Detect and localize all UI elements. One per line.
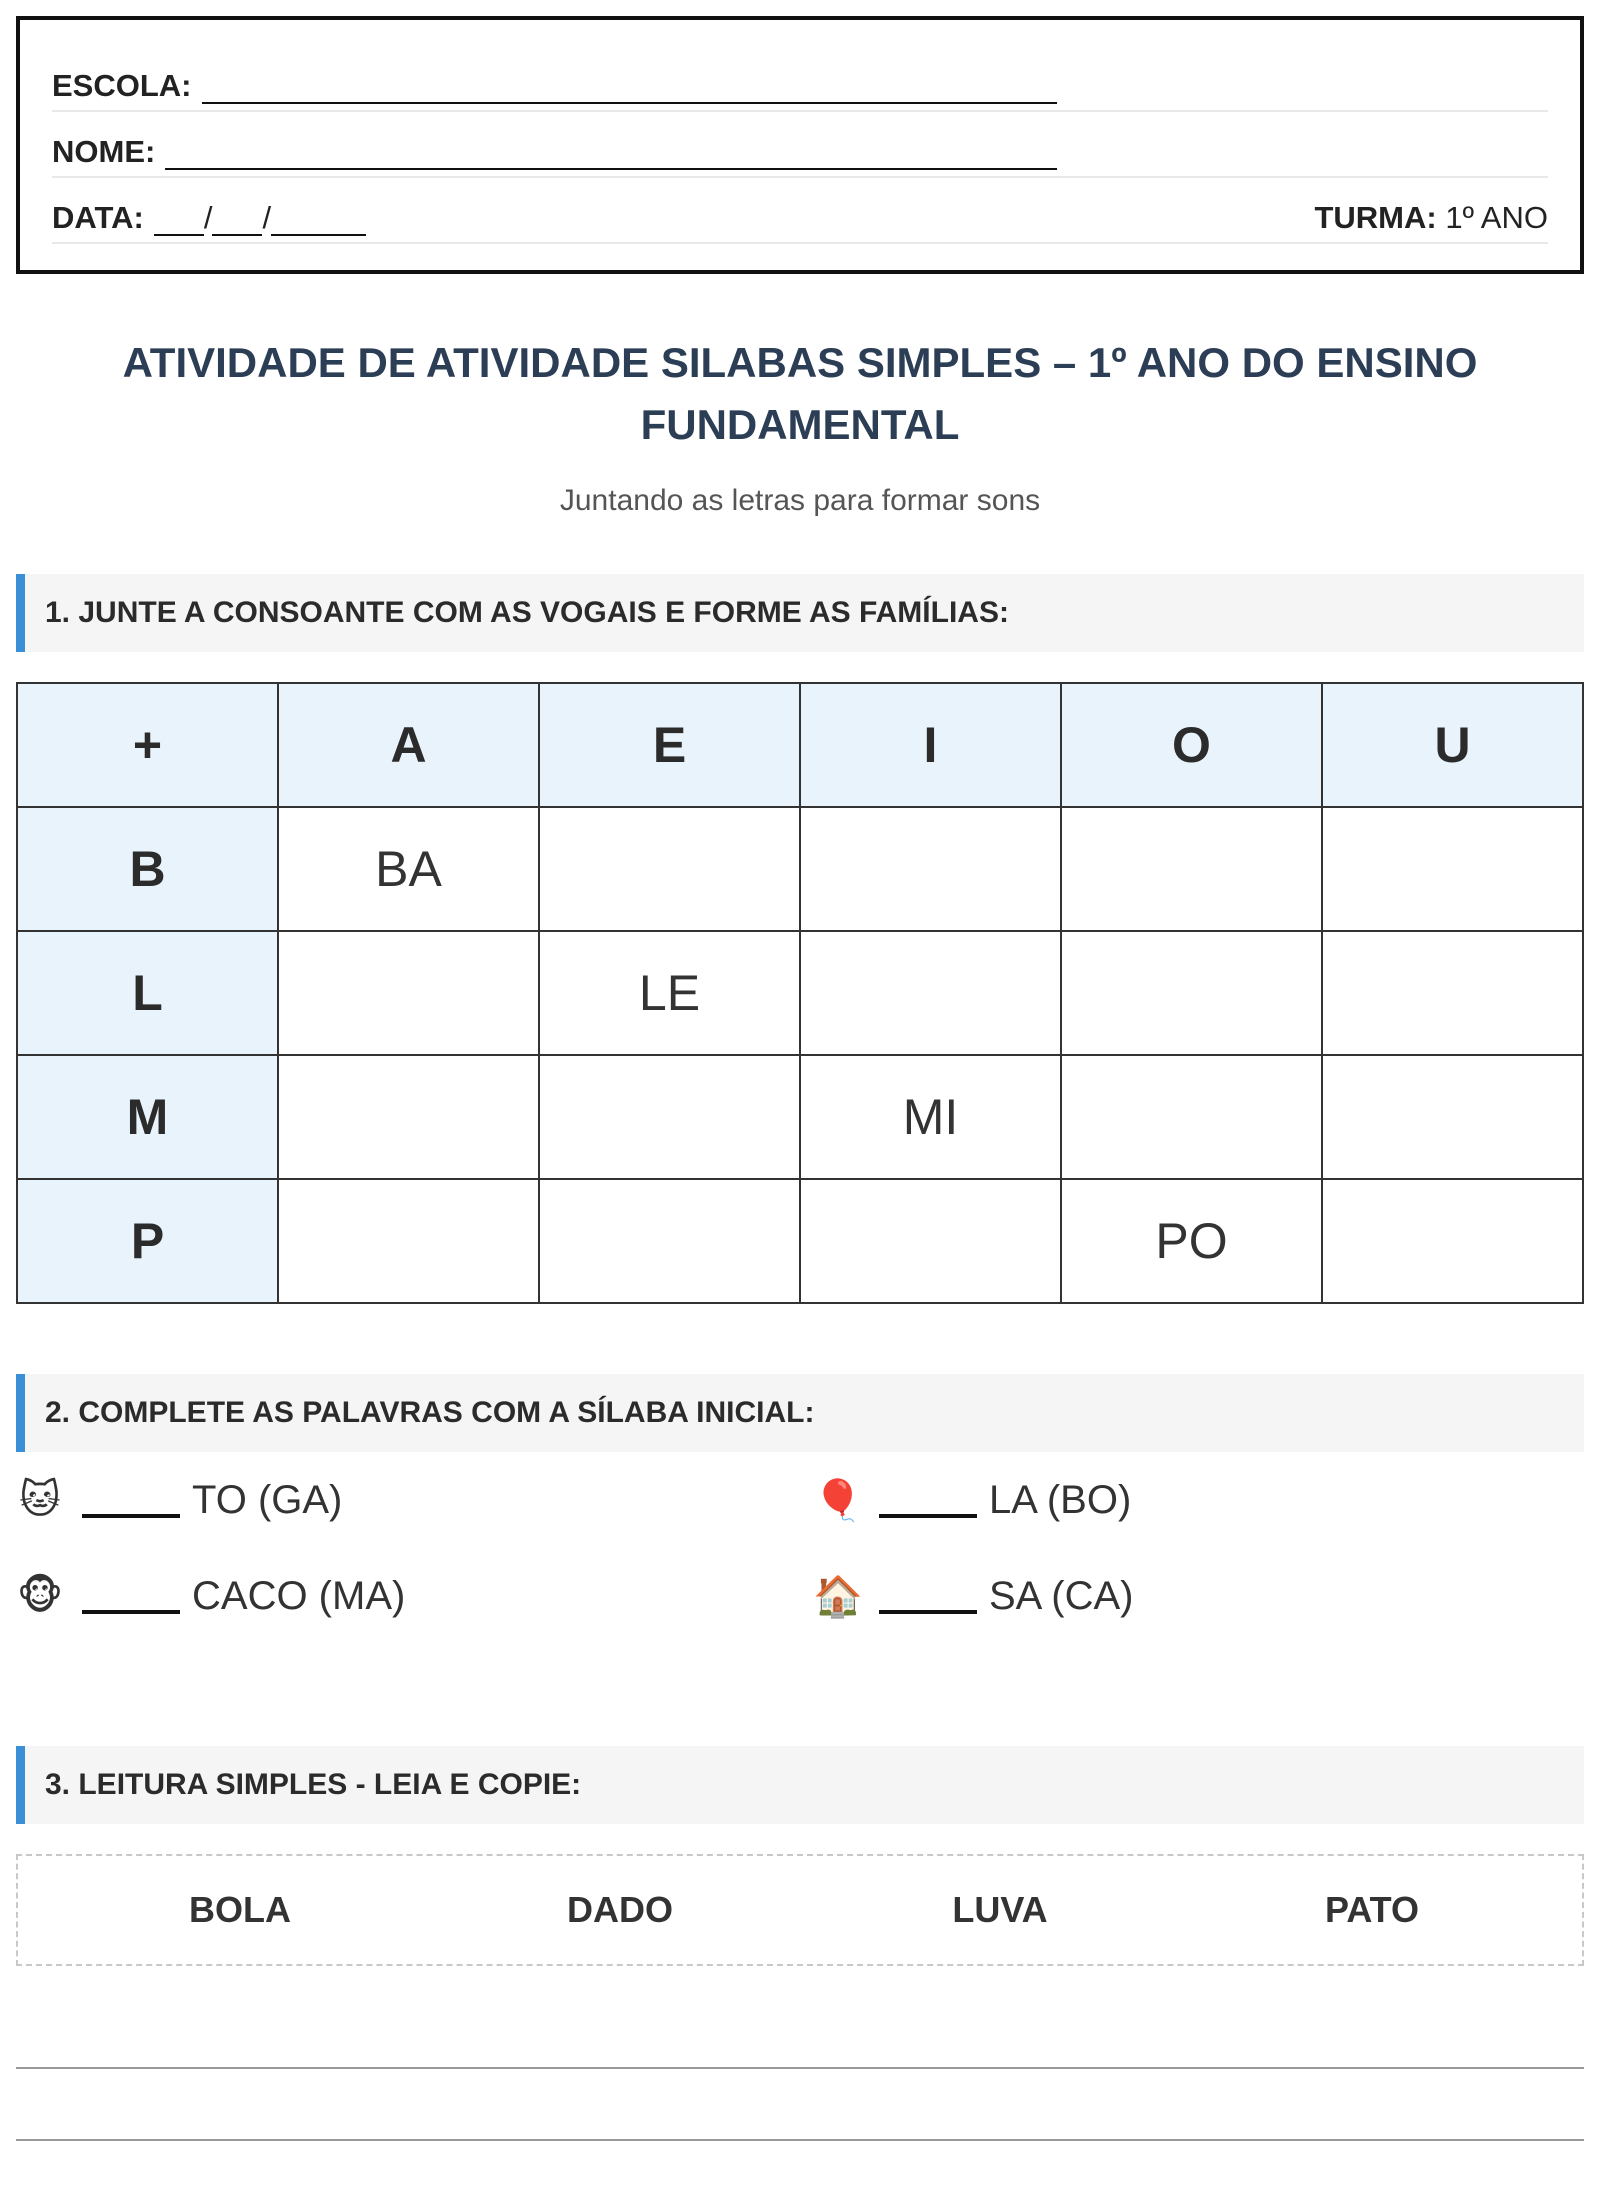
- syllable-cell[interactable]: [1322, 1055, 1583, 1179]
- vowel-header: E: [539, 683, 800, 807]
- syllable-cell[interactable]: [800, 1179, 1061, 1303]
- syllable-cell[interactable]: [800, 807, 1061, 931]
- consonant-header: P: [17, 1179, 278, 1303]
- table-row: [17, 1179, 1583, 1303]
- syllable-cell[interactable]: [539, 807, 800, 931]
- blank-field[interactable]: [879, 1482, 977, 1518]
- syllable-table: [16, 682, 1584, 1304]
- reading-word: LUVA: [952, 1889, 1048, 1930]
- writing-line[interactable]: [16, 2139, 1584, 2141]
- blank-field[interactable]: [82, 1482, 180, 1518]
- syllable-cell[interactable]: [278, 931, 539, 1055]
- turma-value: 1º ANO: [1445, 200, 1548, 235]
- list-item: [16, 1562, 405, 1630]
- house-icon: 🏠: [813, 1573, 863, 1620]
- syllable-cell[interactable]: [1322, 1179, 1583, 1303]
- syllable-cell[interactable]: [1322, 807, 1583, 931]
- syllable-cell: BA: [278, 807, 539, 931]
- vowel-header: U: [1322, 683, 1583, 807]
- date-month-field[interactable]: [212, 206, 262, 236]
- table-row: [17, 1055, 1583, 1179]
- list-item: [813, 1562, 1133, 1630]
- syllable-cell[interactable]: [539, 1179, 800, 1303]
- writing-line[interactable]: [16, 2067, 1584, 2069]
- list-item: [16, 1466, 342, 1534]
- word-completion: [16, 1466, 1584, 1676]
- header-box: [16, 16, 1584, 274]
- data-label: DATA:: [52, 200, 144, 235]
- escola-label: ESCOLA:: [52, 68, 192, 103]
- monkey-icon: 🐵: [16, 1573, 64, 1619]
- section3-heading: 3. LEITURA SIMPLES - LEIA E COPIE:: [16, 1746, 1584, 1824]
- word-text: CACO (MA): [192, 1573, 406, 1618]
- turma: [1314, 200, 1548, 236]
- date-separator: /: [203, 200, 213, 235]
- list-item: [813, 1466, 1131, 1534]
- blank-field[interactable]: [82, 1578, 180, 1614]
- consonant-header: B: [17, 807, 278, 931]
- cat-icon: 🐱: [19, 1477, 61, 1523]
- worksheet-page: [16, 16, 1584, 2141]
- page-title: ATIVIDADE DE ATIVIDADE SILABAS SIMPLES – 1º ANO DO ENSINO FUNDAMENTAL: [122, 339, 1478, 448]
- section1-heading: 1. JUNTE A CONSOANTE COM AS VOGAIS E FORME AS FAMÍLIAS:: [16, 574, 1584, 652]
- table-row: [17, 807, 1583, 931]
- syllable-cell[interactable]: [278, 1055, 539, 1179]
- nome-label: NOME:: [52, 134, 156, 169]
- syllable-cell: LE: [539, 931, 800, 1055]
- turma-label: TURMA:: [1314, 200, 1437, 235]
- data-row: [52, 178, 1548, 244]
- date-year-field[interactable]: [271, 206, 366, 236]
- date-separator: /: [262, 200, 272, 235]
- vowel-header: A: [278, 683, 539, 807]
- consonant-header: L: [17, 931, 278, 1055]
- word-text: SA (CA): [989, 1573, 1134, 1618]
- syllable-cell[interactable]: [1322, 931, 1583, 1055]
- escola-field[interactable]: [202, 72, 1057, 104]
- syllable-cell: PO: [1061, 1179, 1322, 1303]
- reading-words-box: [16, 1854, 1584, 1966]
- reading-word: BOLA: [189, 1889, 291, 1930]
- syllable-cell: MI: [800, 1055, 1061, 1179]
- vowel-header: I: [800, 683, 1061, 807]
- nome-field[interactable]: [165, 138, 1057, 170]
- syllable-cell[interactable]: [278, 1179, 539, 1303]
- table-corner: +: [17, 683, 278, 807]
- balloon-icon: 🎈: [813, 1477, 863, 1524]
- vowel-header: O: [1061, 683, 1322, 807]
- word-text: LA (BO): [989, 1477, 1132, 1522]
- reading-word: DADO: [567, 1889, 673, 1930]
- syllable-cell[interactable]: [800, 931, 1061, 1055]
- syllable-cell[interactable]: [1061, 1055, 1322, 1179]
- syllable-cell[interactable]: [1061, 807, 1322, 931]
- table-row: [17, 931, 1583, 1055]
- table-header-row: [17, 683, 1583, 807]
- date-day-field[interactable]: [154, 206, 204, 236]
- escola-row: [52, 46, 1548, 112]
- reading-word: PATO: [1324, 1889, 1419, 1930]
- blank-field[interactable]: [879, 1578, 977, 1614]
- syllable-cell[interactable]: [539, 1055, 800, 1179]
- page-subtitle: Juntando as letras para formar sons: [559, 484, 1041, 517]
- syllable-cell[interactable]: [1061, 931, 1322, 1055]
- nome-row: [52, 112, 1548, 178]
- word-text: TO (GA): [192, 1477, 343, 1522]
- consonant-header: M: [17, 1055, 278, 1179]
- section2-heading: 2. COMPLETE AS PALAVRAS COM A SÍLABA INICIAL:: [16, 1374, 1584, 1452]
